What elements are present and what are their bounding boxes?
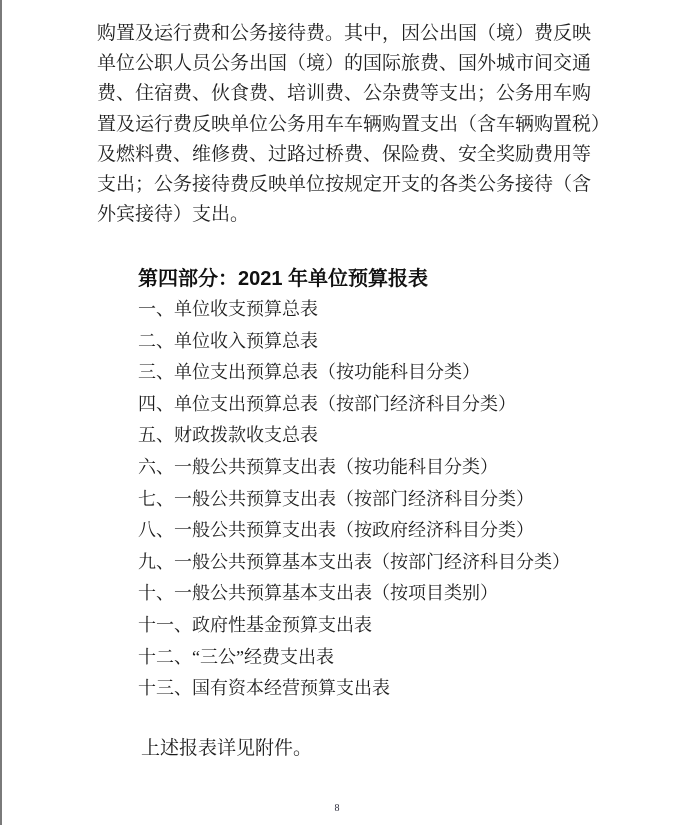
paragraph-line: 支出；公务接待费反映单位按规定开支的各类公务接待（含 [97, 173, 592, 195]
paragraph-line: 及燃料费、维修费、过路过桥费、保险费、安全奖励费用等 [97, 143, 592, 165]
report-list-item: 十三、国有资本经营预算支出表 [138, 678, 390, 699]
page-left-edge-line [0, 0, 2, 825]
section-heading: 第四部分：2021 年单位预算报表 [138, 268, 429, 290]
report-list-item: 二、单位收入预算总表 [138, 330, 318, 351]
report-list-item: 五、财政拨款收支总表 [138, 425, 318, 446]
report-list-item: 三、单位支出预算总表（按功能科目分类） [138, 362, 480, 383]
paragraph-line: 置及运行费反映单位公务用车车辆购置支出（含车辆购置税） [97, 113, 611, 135]
paragraph-line: 外宾接待）支出。 [97, 204, 250, 226]
report-list-item: 六、一般公共预算支出表（按功能科目分类） [138, 456, 498, 477]
report-list-item: 七、一般公共预算支出表（按部门经济科目分类） [138, 488, 534, 509]
report-list-item: 九、一般公共预算基本支出表（按部门经济科目分类） [138, 551, 570, 572]
report-list-item: 一、单位收支预算总表 [138, 299, 318, 319]
report-list-item: 八、一般公共预算支出表（按政府经济科目分类） [138, 520, 534, 541]
page-number: 8 [334, 803, 340, 814]
paragraph-line: 单位公职人员公务出国（境）的国际旅费、国外城市间交通 [97, 53, 592, 75]
paragraph-line: 购置及运行费和公务接待费。其中，因公出国（境）费反映 [97, 23, 592, 44]
report-list-item: 四、单位支出预算总表（按部门经济科目分类） [138, 393, 516, 414]
report-list-item: 十一、政府性基金预算支出表 [138, 614, 372, 635]
closing-note: 上述报表详见附件。 [141, 738, 313, 759]
report-table-list [138, 294, 638, 705]
report-list-item: 十二、“三公”经费支出表 [138, 646, 334, 667]
paragraph-line: 费、住宿费、伙食费、培训费、公杂费等支出；公务用车购 [97, 83, 592, 105]
body-paragraph [97, 19, 617, 230]
report-list-item: 十、一般公共预算基本支出表（按项目类别） [138, 583, 498, 604]
